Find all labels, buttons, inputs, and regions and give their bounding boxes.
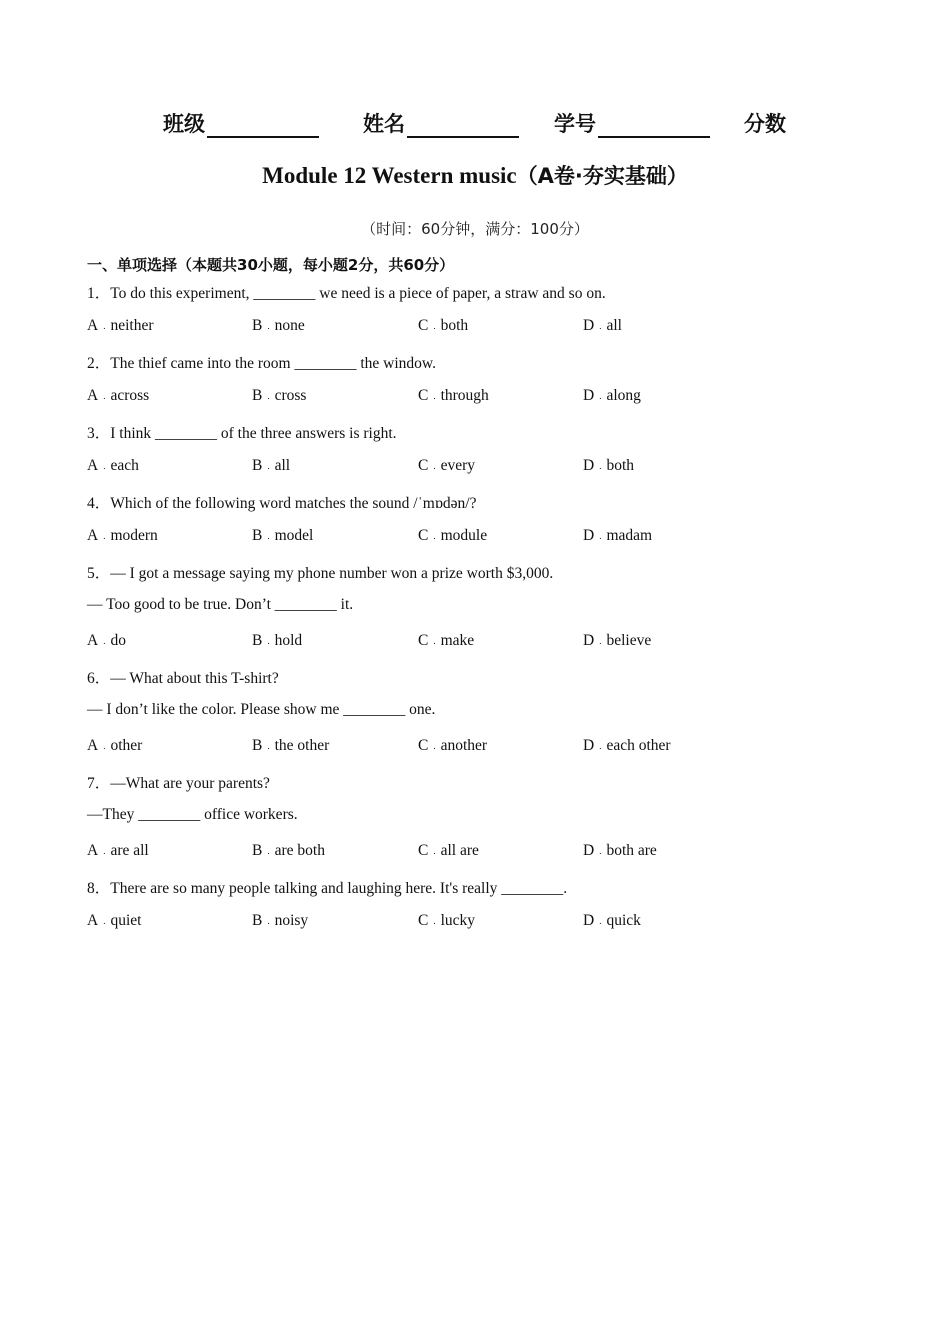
question-dialog-line: —They ________ office workers. <box>87 806 298 823</box>
option-text: quick <box>606 912 641 929</box>
option-separator: . <box>103 321 106 332</box>
option-separator: . <box>599 531 602 542</box>
option-text: module <box>440 527 488 544</box>
option-separator: . <box>433 741 436 752</box>
answer-option[interactable] <box>583 737 671 755</box>
option-letter: D <box>583 387 595 404</box>
option-text: neither <box>110 317 154 334</box>
answer-option[interactable] <box>418 527 487 545</box>
answer-option[interactable] <box>87 737 142 755</box>
answer-option[interactable] <box>418 737 487 755</box>
question-dialog-line: — I don’t like the color. Please show me ________ one. <box>87 701 436 718</box>
answer-option[interactable] <box>418 842 479 860</box>
question-stem: 6．— What about this T-shirt? <box>87 670 279 687</box>
answer-option[interactable] <box>583 457 634 475</box>
option-letter: B <box>252 527 263 544</box>
question-stem: 7．—What are your parents? <box>87 775 270 792</box>
answer-option[interactable] <box>252 527 313 545</box>
answer-option[interactable] <box>87 457 139 475</box>
name-field <box>363 108 519 138</box>
option-separator: . <box>267 461 270 472</box>
option-separator: . <box>267 321 270 332</box>
option-separator: . <box>599 461 602 472</box>
option-text: all <box>274 457 291 474</box>
option-text: every <box>440 457 476 474</box>
option-text: are both <box>274 842 325 859</box>
option-text: model <box>274 527 314 544</box>
option-separator: . <box>599 916 602 927</box>
option-text: cross <box>274 387 307 404</box>
option-text: another <box>440 737 488 754</box>
student-info-row <box>0 108 950 142</box>
option-letter: D <box>583 527 595 544</box>
option-separator: . <box>599 741 602 752</box>
option-text: both <box>440 317 469 334</box>
option-letter: C <box>418 842 429 859</box>
class-blank[interactable] <box>207 114 319 138</box>
score-field <box>744 108 786 138</box>
student-id-field <box>554 108 710 138</box>
question-stem: 2．The thief came into the room ________ the window. <box>87 355 436 372</box>
answer-options <box>87 317 847 339</box>
option-separator: . <box>103 741 106 752</box>
answer-option[interactable] <box>583 912 641 930</box>
option-text: lucky <box>440 912 476 929</box>
option-text: all are <box>440 842 479 859</box>
option-letter: A <box>87 317 99 334</box>
option-text: the other <box>274 737 330 754</box>
class-field <box>163 108 319 138</box>
answer-option[interactable] <box>583 842 657 860</box>
option-letter: C <box>418 317 429 334</box>
score-label: 分数 <box>744 112 786 136</box>
option-text: quiet <box>110 912 142 929</box>
option-letter: B <box>252 737 263 754</box>
option-letter: B <box>252 842 263 859</box>
answer-option[interactable] <box>418 387 489 405</box>
answer-option[interactable] <box>252 842 325 860</box>
answer-option[interactable] <box>418 632 474 650</box>
answer-option[interactable] <box>252 457 290 475</box>
answer-option[interactable] <box>418 317 468 335</box>
option-separator: . <box>433 531 436 542</box>
option-letter: A <box>87 457 99 474</box>
option-separator: . <box>267 846 270 857</box>
answer-option[interactable] <box>87 387 149 405</box>
student-id-label: 学号 <box>554 112 596 136</box>
option-separator: . <box>433 636 436 647</box>
option-letter: B <box>252 912 263 929</box>
answer-option[interactable] <box>583 387 641 405</box>
option-separator: . <box>103 391 106 402</box>
option-text: noisy <box>274 912 309 929</box>
option-separator: . <box>103 846 106 857</box>
option-letter: C <box>418 737 429 754</box>
answer-options <box>87 842 847 864</box>
option-letter: C <box>418 387 429 404</box>
option-letter: A <box>87 387 99 404</box>
option-text: are all <box>110 842 149 859</box>
option-text: both <box>606 457 635 474</box>
option-text: through <box>440 387 489 404</box>
answer-option[interactable] <box>583 527 652 545</box>
option-separator: . <box>433 461 436 472</box>
option-letter: D <box>583 912 595 929</box>
option-separator: . <box>103 461 106 472</box>
answer-option[interactable] <box>87 842 149 860</box>
option-separator: . <box>103 916 106 927</box>
option-text: make <box>440 632 475 649</box>
option-letter: D <box>583 632 595 649</box>
title-main: Module 12 Western music <box>262 163 517 188</box>
option-text: both are <box>606 842 657 859</box>
question-stem: 8．There are so many people talking and laughing here. It's really ________. <box>87 880 568 897</box>
option-separator: . <box>267 916 270 927</box>
option-letter: A <box>87 737 99 754</box>
option-letter: A <box>87 912 99 929</box>
answer-option[interactable] <box>87 632 126 650</box>
answer-options <box>87 527 847 549</box>
option-text: other <box>110 737 143 754</box>
option-letter: C <box>418 527 429 544</box>
option-letter: D <box>583 457 595 474</box>
answer-options <box>87 912 847 934</box>
section-heading: 一、单项选择（本题共30小题，每小题2分，共60分） <box>87 256 455 274</box>
question-stem: 3．I think ________ of the three answers is right. <box>87 425 397 442</box>
answer-option[interactable] <box>418 912 475 930</box>
option-letter: A <box>87 842 99 859</box>
option-letter: B <box>252 387 263 404</box>
answer-option[interactable] <box>87 317 154 335</box>
answer-option[interactable] <box>252 387 306 405</box>
option-text: hold <box>274 632 303 649</box>
option-separator: . <box>267 741 270 752</box>
answer-options <box>87 632 847 654</box>
answer-option[interactable] <box>252 632 302 650</box>
option-separator: . <box>599 321 602 332</box>
option-letter: B <box>252 317 263 334</box>
option-separator: . <box>267 531 270 542</box>
option-text: across <box>110 387 150 404</box>
title-tag: （A卷·夯实基础） <box>516 164 688 188</box>
option-text: believe <box>606 632 652 649</box>
answer-option[interactable] <box>87 527 158 545</box>
option-separator: . <box>599 391 602 402</box>
answer-option[interactable] <box>252 317 305 335</box>
option-separator: . <box>103 636 106 647</box>
answer-option[interactable] <box>252 737 329 755</box>
option-separator: . <box>433 916 436 927</box>
option-separator: . <box>433 846 436 857</box>
name-label: 姓名 <box>363 112 405 136</box>
page-title <box>0 160 950 190</box>
option-text: none <box>274 317 305 334</box>
answer-option[interactable] <box>87 912 141 930</box>
answer-options <box>87 387 847 409</box>
option-letter: C <box>418 457 429 474</box>
option-letter: A <box>87 632 99 649</box>
option-text: madam <box>606 527 653 544</box>
option-separator: . <box>599 636 602 647</box>
class-label: 班级 <box>163 112 205 136</box>
option-letter: C <box>418 632 429 649</box>
question-stem: 4．Which of the following word matches the sound /ˈmɒdən/? <box>87 495 477 512</box>
answer-option[interactable] <box>252 912 308 930</box>
option-letter: D <box>583 317 595 334</box>
answer-option[interactable] <box>418 457 475 475</box>
question-stem: 1．To do this experiment, ________ we need is a piece of paper, a straw and so on. <box>87 285 606 302</box>
option-separator: . <box>433 391 436 402</box>
student-id-blank[interactable] <box>598 114 710 138</box>
option-text: modern <box>110 527 158 544</box>
option-text: all <box>606 317 622 334</box>
option-separator: . <box>103 531 106 542</box>
option-letter: B <box>252 457 263 474</box>
option-text: along <box>606 387 641 404</box>
question-stem: 5．— I got a message saying my phone number won a prize worth $3,000. <box>87 565 554 582</box>
option-separator: . <box>267 636 270 647</box>
option-letter: B <box>252 632 263 649</box>
answer-option[interactable] <box>583 632 651 650</box>
option-text: each <box>110 457 139 474</box>
option-separator: . <box>267 391 270 402</box>
exam-time-info: （时间：60分钟，满分：100分） <box>361 220 589 238</box>
question-dialog-line: — Too good to be true. Don’t ________ it. <box>87 596 354 613</box>
option-separator: . <box>433 321 436 332</box>
answer-options <box>87 457 847 479</box>
option-text: each other <box>606 737 671 754</box>
answer-options <box>87 737 847 759</box>
option-letter: A <box>87 527 99 544</box>
option-separator: . <box>599 846 602 857</box>
option-letter: D <box>583 737 595 754</box>
name-blank[interactable] <box>407 114 519 138</box>
option-letter: D <box>583 842 595 859</box>
option-letter: C <box>418 912 429 929</box>
option-text: do <box>110 632 126 649</box>
answer-option[interactable] <box>583 317 622 335</box>
